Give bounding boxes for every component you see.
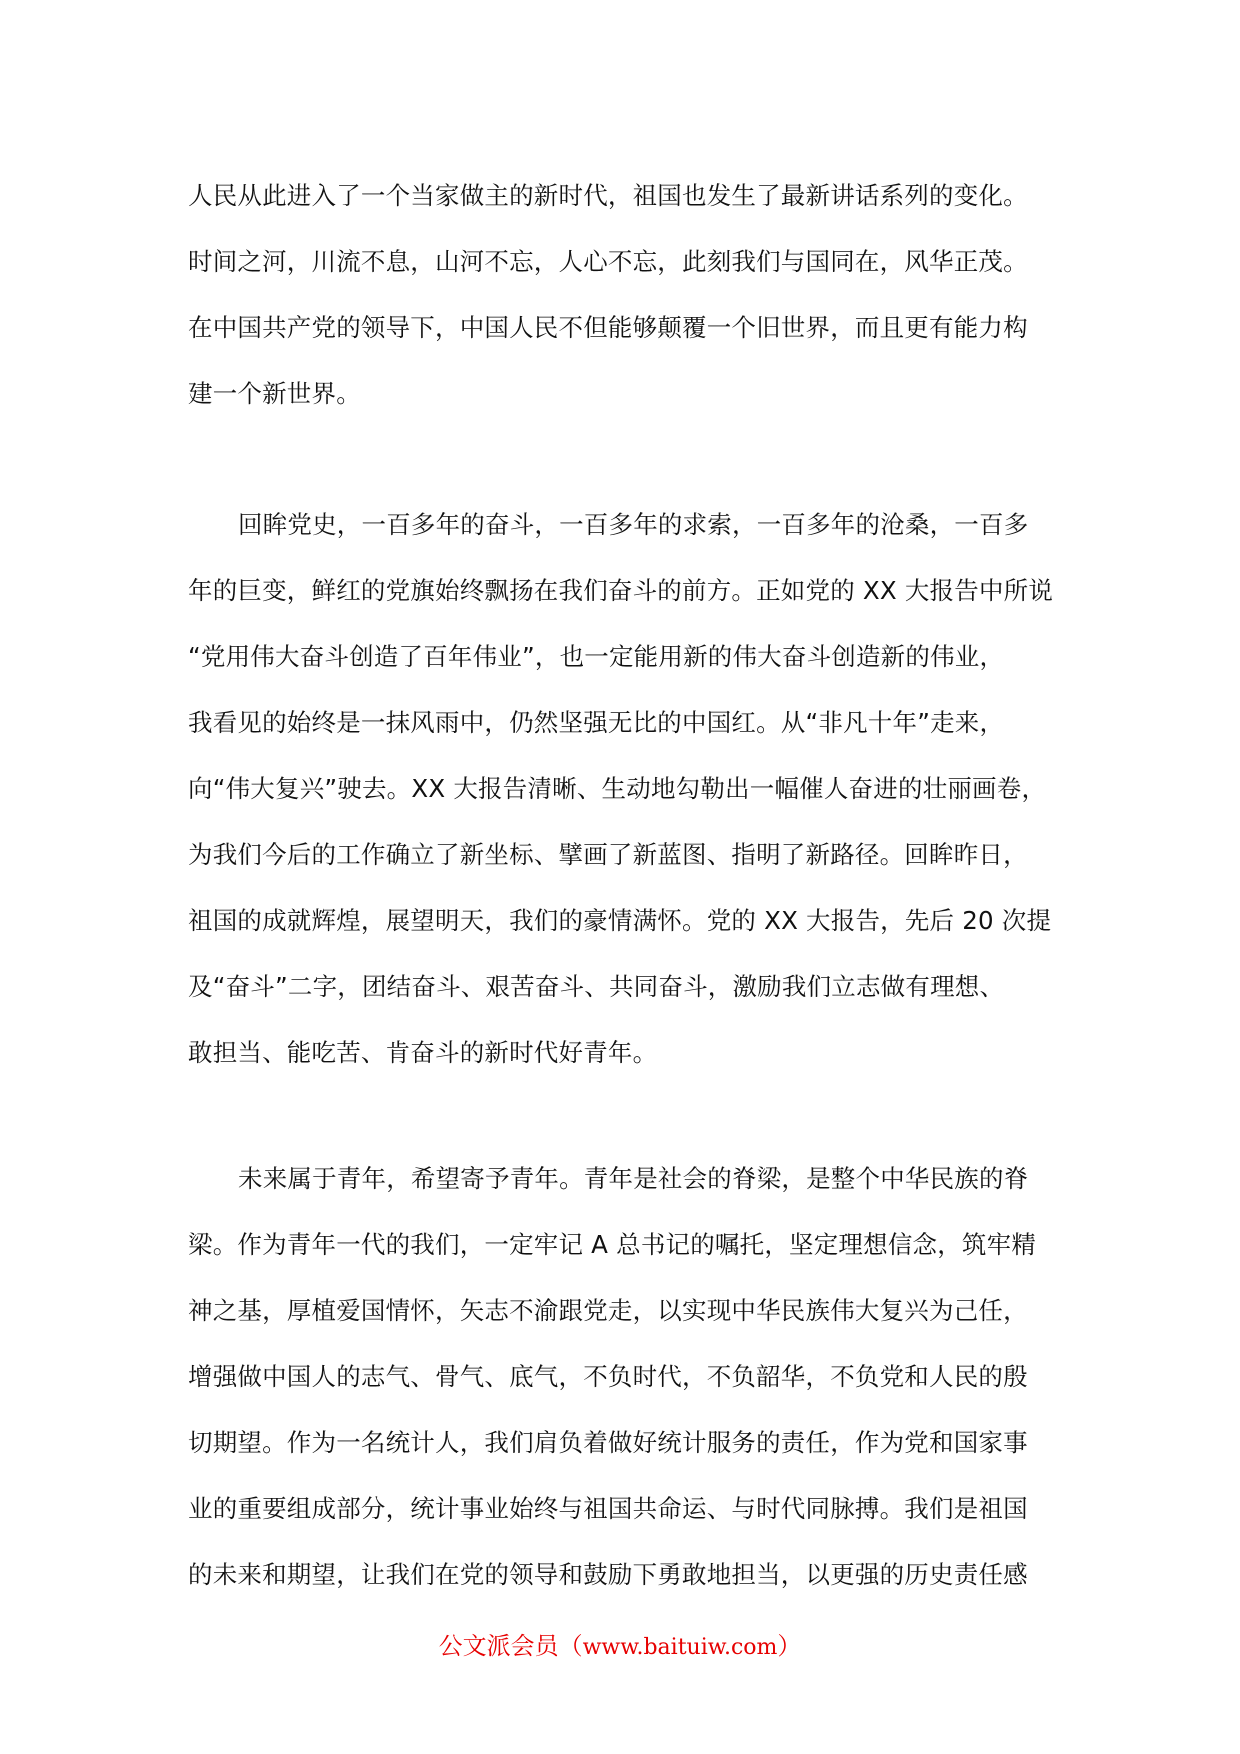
- footer-open-paren: （: [558, 1632, 583, 1660]
- footer-watermark: [0, 1628, 1240, 1666]
- paragraph-line: 回眸党史，一百多年的奋斗，一百多年的求索，一百多年的沧桑，一百多: [238, 510, 1029, 539]
- paragraph-line: 增强做中国人的志气、骨气、底气，不负时代，不负韶华，不负党和人民的殷: [188, 1362, 1028, 1391]
- paragraph-line: 祖国的成就辉煌，展望明天，我们的豪情满怀。党的 XX 大报告，先后 20 次提: [188, 906, 1052, 935]
- paragraph-line: 切期望。作为一名统计人，我们肩负着做好统计服务的责任，作为党和国家事: [188, 1428, 1028, 1457]
- paragraph-line: 人民从此进入了一个当家做主的新时代，祖国也发生了最新讲话系列的变化。: [188, 181, 1028, 210]
- paragraph-line: 梁。作为青年一代的我们，一定牢记 A 总书记的嘱托，坚定理想信念，筑牢精: [188, 1230, 1037, 1259]
- paragraph-line: 的未来和期望，让我们在党的领导和鼓励下勇敢地担当，以更强的历史责任感: [188, 1560, 1028, 1589]
- footer-url[interactable]: www.baituiw.com: [582, 1635, 778, 1660]
- paragraph-1: [188, 163, 1066, 427]
- paragraph-line: 神之基，厚植爱国情怀，矢志不渝跟党走，以实现中华民族伟大复兴为己任，: [188, 1296, 1028, 1325]
- footer-close-paren: ）: [777, 1632, 802, 1660]
- paragraph-line: 未来属于青年，希望寄予青年。青年是社会的脊梁，是整个中华民族的脊: [238, 1164, 1029, 1193]
- paragraph-line: 在中国共产党的领导下，中国人民不但能够颠覆一个旧世界，而且更有能力构: [188, 313, 1028, 342]
- paragraph-line: 为我们今后的工作确立了新坐标、擘画了新蓝图、指明了新路径。回眸昨日，: [188, 840, 1028, 869]
- paragraph-2: [188, 492, 1066, 1086]
- paragraph-line: 敢担当、能吃苦、肯奋斗的新时代好青年。: [188, 1038, 658, 1067]
- paragraph-line: 时间之河，川流不息，山河不忘，人心不忘，此刻我们与国同在，风华正茂。: [188, 247, 1028, 276]
- paragraph-3: [188, 1146, 1066, 1608]
- paragraph-line: 年的巨变，鲜红的党旗始终飘扬在我们奋斗的前方。正如党的 XX 大报告中所说: [188, 576, 1054, 605]
- footer-label: 公文派会员: [438, 1632, 559, 1660]
- paragraph-line: 及“奋斗”二字，团结奋斗、艰苦奋斗、共同奋斗，激励我们立志做有理想、: [188, 972, 1005, 1001]
- paragraph-line: 建一个新世界。: [188, 379, 361, 408]
- paragraph-line: 向“伟大复兴”驶去。XX 大报告清晰、生动地勾勒出一幅催人奋进的壮丽画卷，: [188, 774, 1047, 803]
- paragraph-line: 我看见的始终是一抹风雨中，仍然坚强无比的中国红。从“非凡十年”走来，: [188, 708, 1005, 737]
- paragraph-line: 业的重要组成部分，统计事业始终与祖国共命运、与时代同脉搏。我们是祖国: [188, 1494, 1028, 1523]
- paragraph-line: “党用伟大奋斗创造了百年伟业”，也一定能用新的伟大奋斗创造新的伟业，: [188, 642, 1005, 671]
